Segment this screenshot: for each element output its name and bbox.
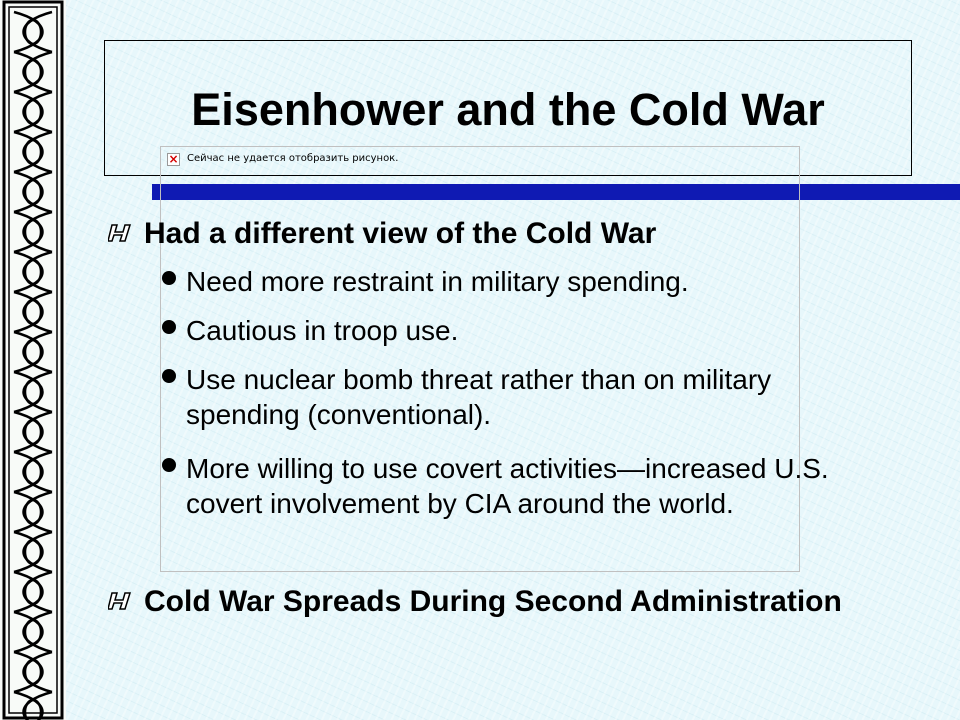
bullet-1: Had a different view of the Cold War	[144, 217, 657, 250]
sub-bullet-2: Cautious in troop use.	[186, 315, 459, 346]
broken-image-icon: ×	[168, 152, 179, 166]
filled-dot-icon	[162, 458, 176, 472]
image-error-message: Сейчас не удается отобразить рисунок.	[187, 153, 399, 164]
hollow-h-bullet-icon	[108, 590, 132, 612]
sub-bullet-3: Use nuclear bomb threat rather than on military spending (conventional).	[186, 364, 772, 430]
bullet-2: Cold War Spreads During Second Administration	[144, 585, 842, 618]
filled-dot-icon	[162, 320, 176, 334]
filled-dot-icon	[162, 271, 176, 285]
slide-title: Eisenhower and the Cold War	[191, 84, 825, 135]
sub-bullet-1: Need more restraint in military spending.	[186, 266, 689, 297]
sub-bullet-4: More willing to use covert activities—increased U.S. covert involvement by CIA around the world.	[186, 453, 829, 519]
filled-dot-icon	[162, 369, 176, 383]
hollow-h-bullet-icon	[108, 222, 132, 244]
